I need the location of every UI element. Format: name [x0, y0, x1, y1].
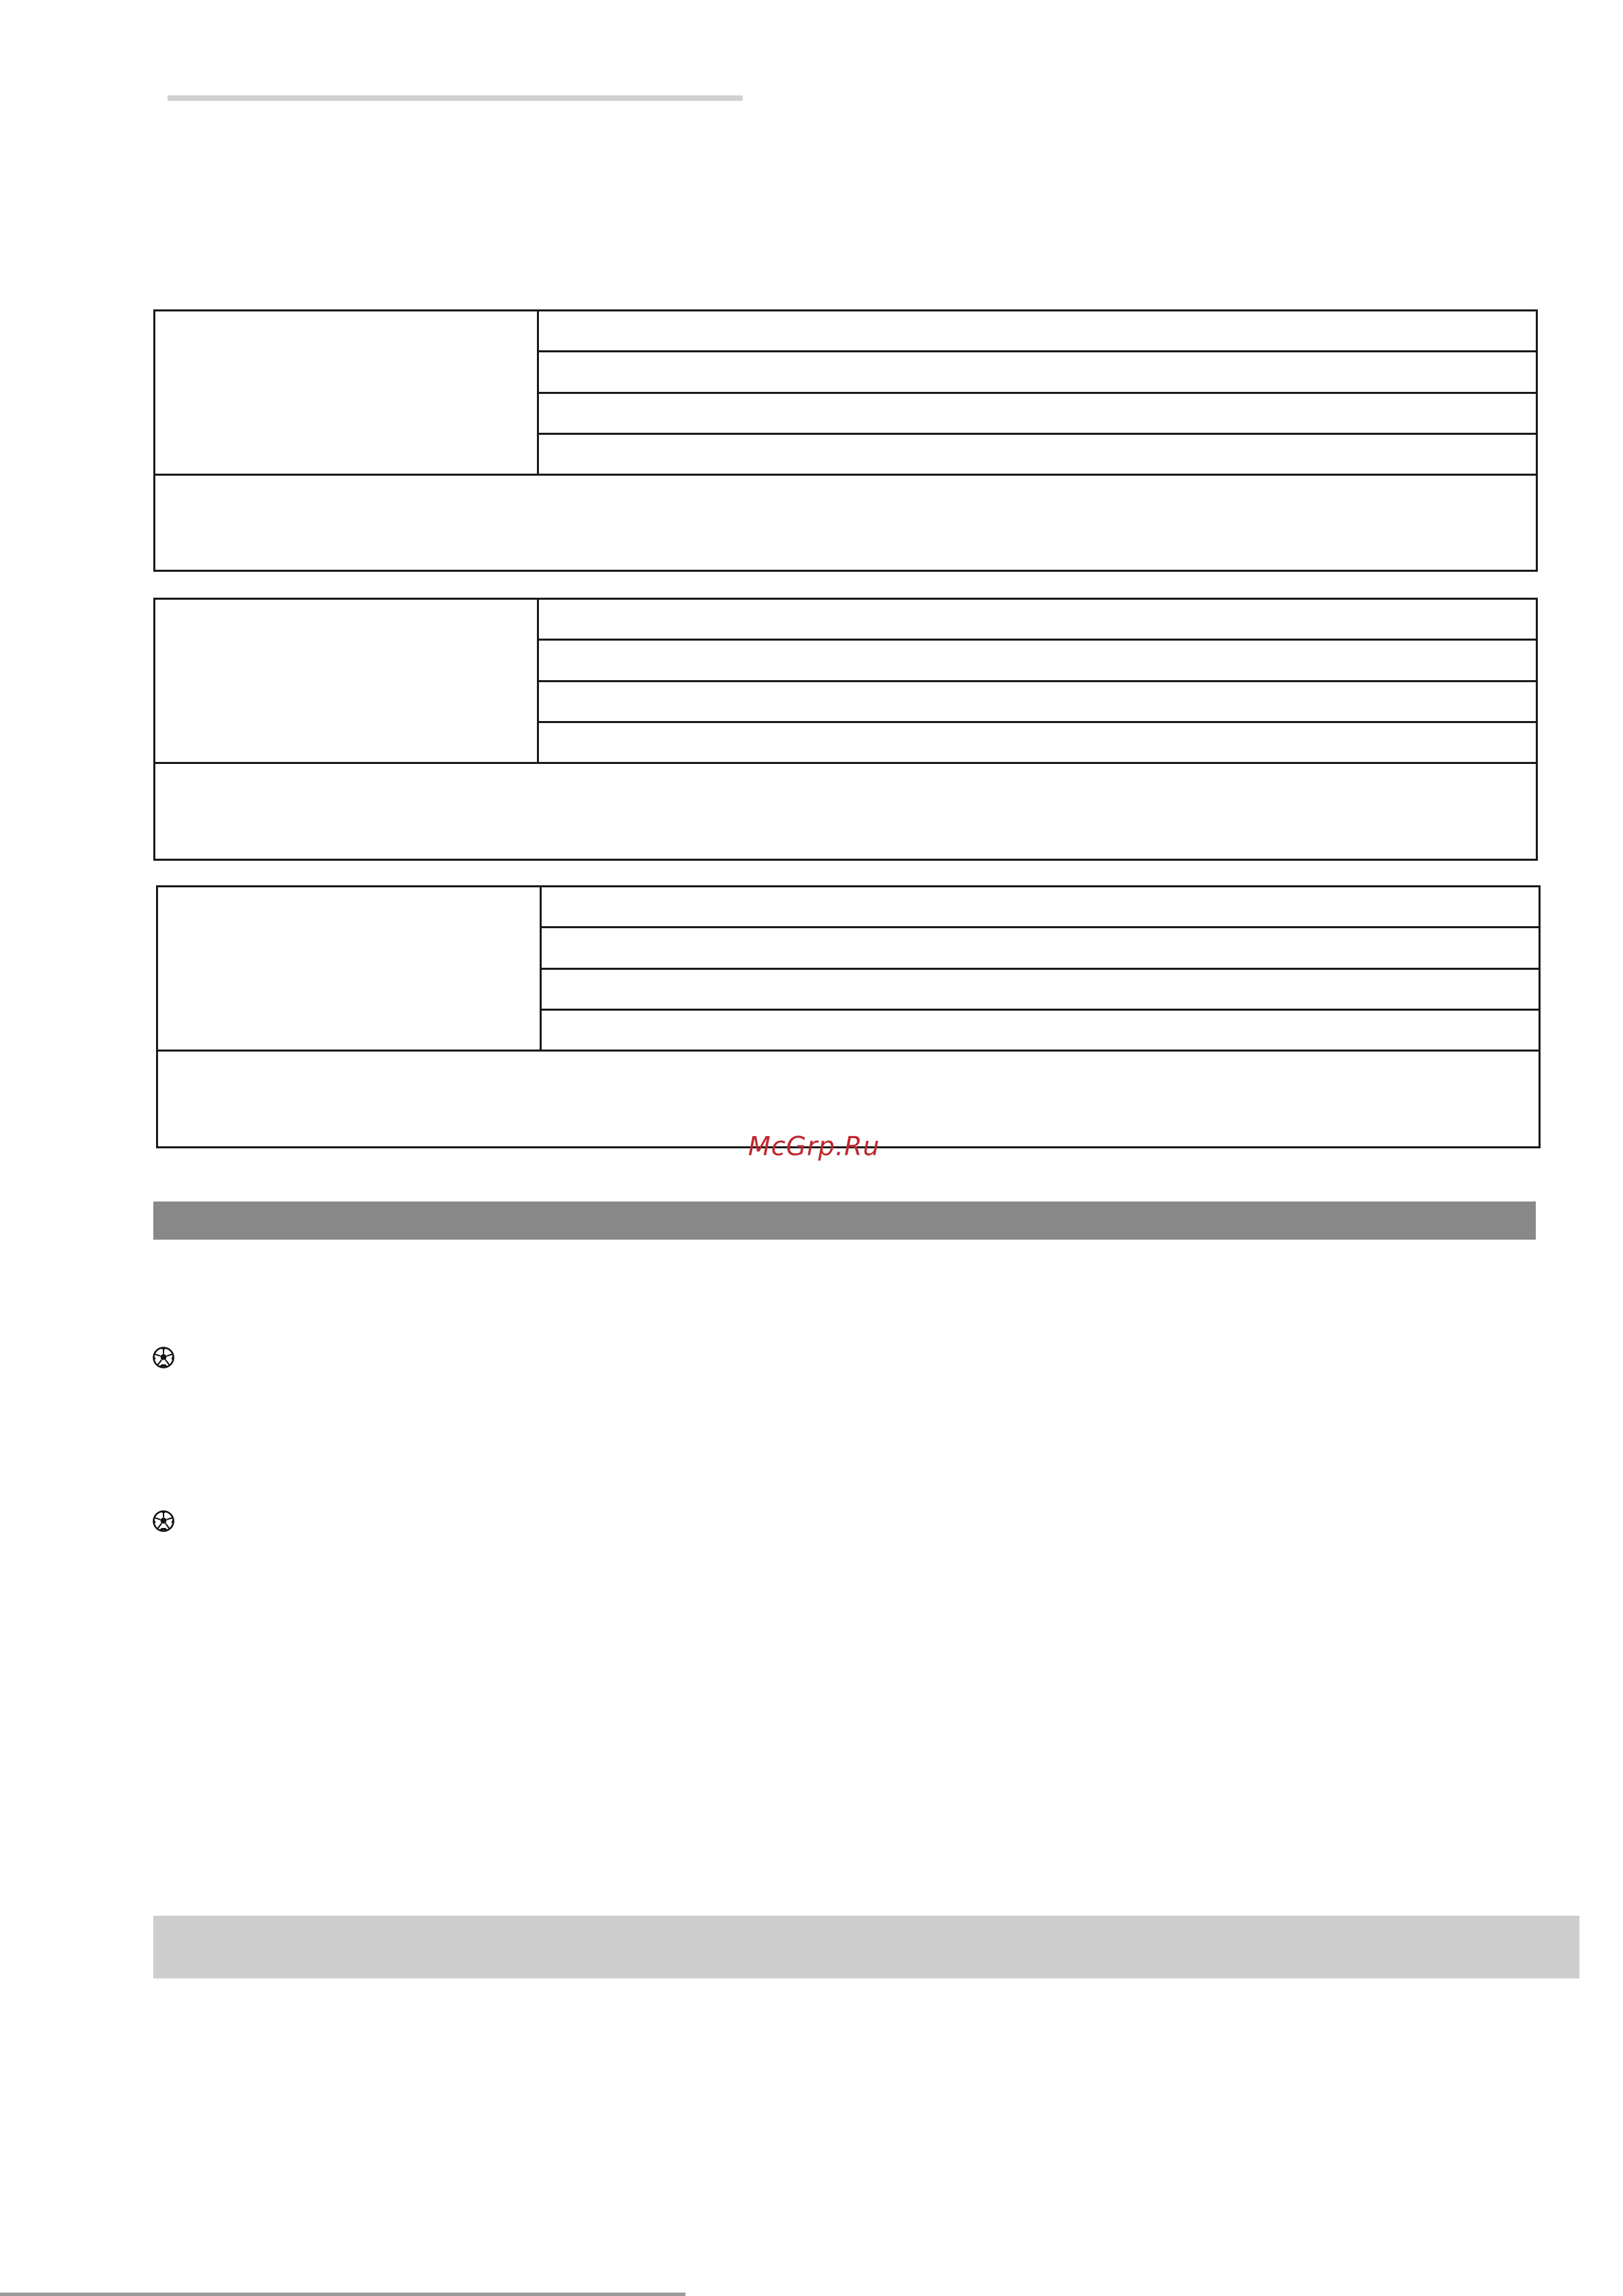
table-row [539, 641, 1536, 682]
table-label-cell [155, 600, 539, 764]
spec-table-2 [153, 598, 1538, 861]
spec-table-3 [156, 885, 1541, 1148]
table-row [539, 600, 1536, 641]
table-row [542, 970, 1539, 1011]
table-row [539, 352, 1536, 393]
table-row [542, 1011, 1539, 1052]
table-row [539, 723, 1536, 764]
bottom-rule [0, 2293, 685, 2296]
spec-table-1 [153, 309, 1538, 572]
table-rows [542, 887, 1539, 1052]
section-header-bar [153, 1201, 1536, 1240]
table-label-cell [155, 311, 539, 476]
table-note-cell [155, 764, 1536, 859]
table-rows [539, 311, 1536, 476]
table-row [539, 394, 1536, 435]
table-row [542, 928, 1539, 969]
watermark-text: McGrp.Ru [748, 1131, 880, 1161]
header-rule [168, 95, 743, 101]
table-row [539, 435, 1536, 476]
table-row [539, 682, 1536, 723]
table-label-cell [158, 887, 542, 1052]
soccer-ball-icon [152, 1346, 175, 1369]
table-row [542, 887, 1539, 928]
table-rows [539, 600, 1536, 764]
footer-band [153, 1916, 1579, 1978]
soccer-ball-icon [152, 1510, 175, 1533]
table-row [539, 311, 1536, 352]
table-note-cell [155, 476, 1536, 570]
